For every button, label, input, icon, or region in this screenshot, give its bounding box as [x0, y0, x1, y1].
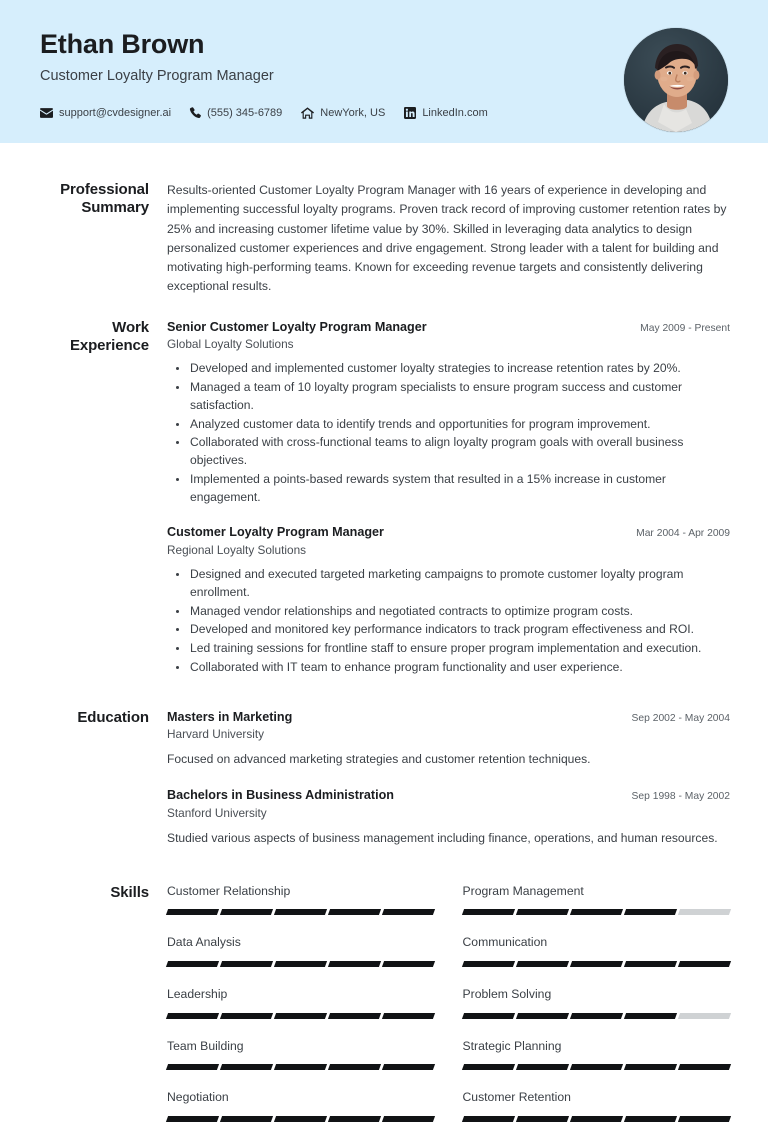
- skill-level-bar: [167, 1116, 435, 1122]
- education-entry-title: Bachelors in Business Administration: [167, 788, 394, 803]
- skill-level-segment: [678, 961, 731, 967]
- bullet-item: Analyzed customer data to identify trends and opportunities for program improvement.: [189, 416, 730, 434]
- skill-level-segment: [328, 909, 381, 915]
- education-entries: [167, 709, 730, 850]
- skill-level-segment: [624, 909, 677, 915]
- skill-level-segment: [166, 1013, 219, 1019]
- skill-label: Customer Relationship: [167, 883, 291, 898]
- skill-level-bar: [463, 1013, 731, 1019]
- skill-level-segment: [382, 961, 435, 967]
- skill-label: Strategic Planning: [462, 1038, 562, 1053]
- bullet-item: Implemented a points-based rewards system that resulted in a 15% increase in customer engagement.: [189, 471, 730, 507]
- work-entry-date: Mar 2004 - Apr 2009: [636, 528, 730, 540]
- skill-level-segment: [328, 1013, 381, 1019]
- skill-level-segment: [570, 909, 623, 915]
- skill-level-segment: [678, 1064, 731, 1070]
- email-icon: [40, 108, 53, 118]
- section-heading-education: Education: [77, 708, 149, 726]
- section-heading-work: [40, 319, 167, 356]
- skill-level-segment: [328, 961, 381, 967]
- skill-level-bar: [167, 961, 435, 967]
- skill-item: [167, 935, 435, 987]
- skill-level-segment: [166, 909, 219, 915]
- skill-level-segment: [516, 961, 569, 967]
- contact-location-text: NewYork, US: [320, 106, 386, 119]
- skill-level-segment: [274, 1013, 327, 1019]
- phone-icon: [190, 107, 201, 119]
- work-entry: [167, 319, 730, 507]
- contact-location[interactable]: [301, 107, 385, 119]
- summary-text: Results-oriented Customer Loyalty Program Manager with 16 years of experience in developing and implementing successful loyalty programs. Proven track record of improving customer retention rates by 25% and increasing customer lifetime value by 30%. Skilled in leveraging data analytics to design personalized customer experiences and drive engagement. Strong leader with a talent for building and motivating high-performing teams. Known for exceeding revenue targets and consistently delivering exceptional results.: [167, 183, 727, 294]
- skill-level-segment: [461, 1013, 514, 1019]
- skill-level-bar: [463, 1064, 731, 1070]
- skill-label: Problem Solving: [462, 986, 552, 1001]
- education-entry-organization: Stanford University: [167, 805, 267, 820]
- contact-email[interactable]: [40, 108, 171, 119]
- education-entry-organization: Harvard University: [167, 727, 265, 742]
- skill-level-segment: [220, 1013, 273, 1019]
- skill-level-bar: [167, 1064, 435, 1070]
- linkedin-icon: [404, 107, 416, 119]
- skill-level-segment: [461, 1116, 514, 1122]
- skill-level-segment: [570, 1013, 623, 1019]
- section-professional-summary: [40, 181, 730, 297]
- work-entry: [167, 524, 730, 676]
- skill-level-segment: [166, 1116, 219, 1122]
- skill-level-segment: [220, 961, 273, 967]
- bullet-item: Developed and monitored key performance indicators to track program effectiveness and ROI.: [189, 621, 730, 639]
- full-name: Ethan Brown: [40, 29, 205, 59]
- skill-level-segment: [624, 1013, 677, 1019]
- skill-level-segment: [274, 1064, 327, 1070]
- skill-level-segment: [382, 909, 435, 915]
- work-heading-line1: Work: [112, 318, 149, 336]
- skill-item: [167, 884, 435, 936]
- home-icon: [301, 107, 314, 119]
- section-education: [40, 709, 730, 850]
- skill-level-segment: [382, 1116, 435, 1122]
- section-skills: [40, 884, 730, 1142]
- bullet-item: Managed vendor relationships and negotiated contracts to optimize program costs.: [189, 603, 730, 621]
- skill-level-segment: [624, 1116, 677, 1122]
- skill-level-bar: [463, 1116, 731, 1122]
- skill-level-segment: [166, 1064, 219, 1070]
- bullet-item: Led training sessions for frontline staff to ensure proper program implementation and execution.: [189, 640, 730, 658]
- skill-item: [463, 1039, 731, 1091]
- skill-level-bar: [463, 961, 731, 967]
- section-work-experience: [40, 319, 730, 679]
- skill-label: Leadership: [167, 986, 228, 1001]
- bullet-item: Designed and executed targeted marketing campaigns to promote customer loyalty program enrollment.: [189, 566, 730, 602]
- skill-level-bar: [167, 1013, 435, 1019]
- contact-row: [40, 107, 488, 119]
- skill-label: Program Management: [462, 883, 584, 898]
- section-heading-summary: [40, 181, 167, 218]
- identity-block: [40, 24, 488, 119]
- bullet-item: Collaborated with cross-functional teams to align loyalty program goals with overall business objectives.: [189, 434, 730, 470]
- work-entry-organization: Regional Loyalty Solutions: [167, 542, 307, 557]
- skill-level-segment: [461, 1064, 514, 1070]
- education-entry-description: Focused on advanced marketing strategies and customer retention techniques.: [167, 752, 591, 767]
- skill-item: [463, 1090, 731, 1142]
- work-entries: [167, 319, 730, 679]
- skill-level-segment: [274, 961, 327, 967]
- skill-level-bar: [463, 909, 731, 915]
- skill-level-segment: [382, 1064, 435, 1070]
- skill-level-segment: [570, 961, 623, 967]
- skill-level-segment: [570, 1116, 623, 1122]
- education-entry-date: Sep 1998 - May 2002: [631, 791, 730, 803]
- resume-body: [0, 181, 768, 1142]
- skill-level-segment: [678, 1013, 731, 1019]
- skill-level-segment: [274, 909, 327, 915]
- skill-item: [463, 935, 731, 987]
- job-title: Customer Loyalty Program Manager: [40, 67, 274, 84]
- skill-item: [167, 1090, 435, 1142]
- education-entry-description: Studied various aspects of business management including finance, operations, and human resources.: [167, 830, 718, 845]
- skill-level-segment: [274, 1116, 327, 1122]
- contact-linkedin[interactable]: [404, 107, 487, 119]
- education-entry: [167, 787, 730, 847]
- work-heading-line2: Experience: [69, 336, 149, 354]
- skill-level-segment: [516, 909, 569, 915]
- section-heading-skills: Skills: [110, 883, 149, 901]
- avatar: [624, 28, 728, 132]
- skill-level-segment: [624, 1064, 677, 1070]
- skill-level-segment: [461, 909, 514, 915]
- skill-level-segment: [516, 1013, 569, 1019]
- skill-label: Negotiation: [167, 1090, 229, 1105]
- skill-label: Team Building: [167, 1038, 244, 1053]
- skill-level-segment: [220, 909, 273, 915]
- work-entry-date: May 2009 - Present: [640, 322, 730, 334]
- work-entry-title: Customer Loyalty Program Manager: [167, 525, 384, 540]
- bullet-item: Developed and implemented customer loyalty strategies to increase retention rates by 20%.: [189, 360, 730, 378]
- skill-item: [463, 884, 731, 936]
- skills-grid: [167, 884, 730, 1142]
- work-entry-title: Senior Customer Loyalty Program Manager: [167, 319, 427, 334]
- skill-level-segment: [570, 1064, 623, 1070]
- education-entry: [167, 709, 730, 769]
- skill-item: [463, 987, 731, 1039]
- skill-level-segment: [220, 1064, 273, 1070]
- skill-level-bar: [167, 909, 435, 915]
- bullet-item: Collaborated with IT team to enhance program functionality and user experience.: [189, 659, 730, 677]
- skill-level-segment: [328, 1116, 381, 1122]
- contact-linkedin-text: LinkedIn.com: [422, 106, 488, 119]
- contact-email-text: support@cvdesigner.ai: [59, 106, 172, 119]
- skill-level-segment: [328, 1064, 381, 1070]
- skill-level-segment: [220, 1116, 273, 1122]
- summary-heading-line2: Summary: [81, 199, 149, 217]
- resume-header: [0, 0, 768, 143]
- skill-level-segment: [678, 909, 731, 915]
- work-entry-organization: Global Loyalty Solutions: [167, 336, 294, 351]
- skill-level-segment: [678, 1116, 731, 1122]
- skill-level-segment: [461, 961, 514, 967]
- education-entry-date: Sep 2002 - May 2004: [631, 712, 730, 724]
- skill-item: [167, 987, 435, 1039]
- skill-level-segment: [382, 1013, 435, 1019]
- summary-heading-line1: Professional: [60, 181, 149, 198]
- work-entry-bullets: [167, 360, 730, 506]
- contact-phone[interactable]: [190, 107, 282, 119]
- skill-level-segment: [166, 961, 219, 967]
- skill-level-segment: [516, 1064, 569, 1070]
- bullet-item: Managed a team of 10 loyalty program specialists to ensure program success and customer satisfaction.: [189, 379, 730, 415]
- education-entry-title: Masters in Marketing: [167, 709, 293, 724]
- skill-label: Communication: [462, 935, 548, 950]
- skill-level-segment: [516, 1116, 569, 1122]
- skill-label: Customer Retention: [462, 1090, 571, 1105]
- work-entry-bullets: [167, 566, 730, 677]
- contact-phone-text: (555) 345-6789: [207, 106, 283, 119]
- skill-level-segment: [624, 961, 677, 967]
- skill-label: Data Analysis: [167, 935, 241, 950]
- skill-item: [167, 1039, 435, 1091]
